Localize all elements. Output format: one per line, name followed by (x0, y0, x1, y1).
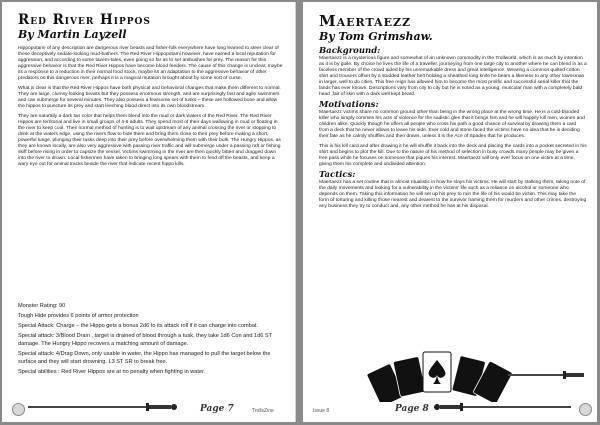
stat-line: Tough Hide provides 6 points of armor protection (18, 313, 139, 319)
paragraph: Maertaezz is a mysterious figure and somewhat of an unknown commodity in the Trollworld, which is as much by intention as it is by guile. By choice he lives the life of a traveller, journeying from one large city to another where he can blend in as a faceless member of the crowd aided by his unremarkable dress and great intelligence. Wearing a common quilted cotton shirt and trousers offset by a studded leather belt holding a sheathed long knife he bears a likeness to any other townsman in larger, well to do cities. This free reign has allowed him to become the most prolific and successful serial killer that the lands has ever known. Descriptions vary from city to city but he is noted as a young, muscular man with a completely bald head ,fair of skin with a dark well kept beard. (319, 56, 587, 97)
brand-label: TrollsZine (252, 408, 274, 414)
ring-ornament (12, 403, 25, 416)
playing-cards-illustration (363, 344, 513, 402)
stat-line: Special attack: 3/Blood Drain , target is drained of blood through a tusk, they take 1d6 Con and 1d6 ST damage. The Hungry Hippo recovers a matching amount of damage. (18, 333, 272, 347)
article-byline: By Tom Grimshaw. (319, 30, 433, 43)
sword-ornament (433, 402, 573, 412)
article-title: Red River Hippos (18, 12, 151, 28)
stat-line: Monster Rating: 90 (18, 303, 66, 309)
stat-block (18, 302, 285, 376)
left-page (2, 2, 296, 422)
article-byline: By Martin Layzell (18, 28, 127, 41)
paragraph: Maertaezz victims share no common ground other than being in the wrong place at the wrong time. He is a cold-blooded killer who simply commits his acts of violence for the sadistic glee that it brings him and he will happily kill men, women and children alike. Quickly though he offers all people who cross his path a good chance of survival by drawing them a card from a deck that he never allows to leave his side. Ever cold and stone faced the victims have no idea that he is deciding their fate as he calmly shuffles and then draws, unless it is the Ace of Spades that he produces. (319, 110, 585, 139)
article-body (319, 46, 587, 214)
paragraph: Maertaezz has a set routine that is almost ritualistic in how he slays his victims. He will start by stalking them, taking note of the daily movements and looking for a vulnerability in the victims' life such as a reliance on alcohol or someone who depends on them. Taking this information he will set up his prey to ruin the life of his would be victim. This may take the form of torturing and killing those nearest and dearest to the survivor framing them for murders and other crimes, destroying any business they try to conduct and, any other method he has at his disposal. (319, 180, 587, 209)
page-number: Page 8 (395, 404, 429, 414)
right-page (303, 2, 597, 422)
dagger-ornament (508, 370, 588, 380)
paragraph: Hippopotami of any description are dangerous river beasts and fisher-folk everywhere have long learned to steer clear of these deceptively sedate-looking mud-bathers. The Red River Hippopotami however, have earned a local reputation for aggression, and according to some tavern-tales, even going so far as to set ambushes for prey. The reason for this aggressive behavior is that the Red River Hippos have become blood feeders. The cause of this change is unclear, maybe its a response to a reduction in their normal food stock, maybe its an adaptation to the aggressive behavior of other predators on this dangerous river, perhaps it is a magical mutation brought about by some sort of curse. (18, 46, 283, 81)
sword-ornament (28, 402, 178, 412)
article-title: Maertaezz (319, 12, 412, 30)
issue-label: Issue 8 (313, 408, 330, 414)
paragraph: They are naturally a dark tan color that helps them blend into the mud or dark waters of the Red River. The Red River Hippos are territorial and live in small groups of 4-6 adults. They spend most of their days wallowing in mud or floating in the river to keep cool. Their normal method of hunting is to wait upstream of any animal crossing the river or stopping to drink at the waters edge, using the rivers flow to hide them and bring them close to their prey before making a short, powerful lunge, plunging their tusks deep into their prey before overwhelming them with their bulk. The Hungry Hippos, as they are known locally, are also very aggressive with passing river traffic and will submerge under a passing raft or fishing skiff before rising in order to capsize the vessel. Victims swimming in the river are then quickly bitten and dragged down into the river to drown. Local fishermen have taken to bringing long spears with them to fend off the beasts, and keep a wary eye out for animal tracks beside the river that indicate recent hippo kills. (18, 114, 281, 167)
stat-line: Special attack: 4/Drag Down, only usable in water, the Hippo has managed to pull the target below the surface and they will start drowning. L3 ST SR to break free. (18, 351, 271, 365)
section-heading: Motivations: (319, 100, 379, 110)
paragraph: What is clear is that the Red River Hippos have both physical and behavioral changes that make them different to normal. They are large, clumsy looking beasts but they possess enormous strength, and are surprisingly fast and agile swimmers and can submerge for several minutes. They also possess a fearsome set of tusks – these are hollowed bone and allow the hippos to puncture its prey and start leeching blood direct into its own bloodstream. (18, 86, 281, 109)
page-number: Page 7 (200, 404, 234, 414)
article-body (18, 46, 285, 172)
ring-ornament (579, 403, 592, 416)
section-heading: Background: (319, 46, 381, 56)
stat-line: Special abilities : Red River Hippos are at no penalty when fighting in water. (18, 369, 206, 375)
paragraph: This is his kill card and after drawing it he will shuffle it back into the deck and placing the cards into a pocket secreted in his shirt and begins to plot the kill. Due to the nature of his method of selection in busy crowds many people may be given a free pass while he focuses on someone that piques his interest. Maertaezz will only ever focus on one victim at a time, giving them his complete and undivided attention. (319, 144, 587, 167)
section-heading: Tactics: (319, 170, 356, 180)
stat-line: Special Attack: Charge – the Hippo gets a bonus 2d6 to its attack roll if it can charge into combat. (18, 323, 259, 329)
